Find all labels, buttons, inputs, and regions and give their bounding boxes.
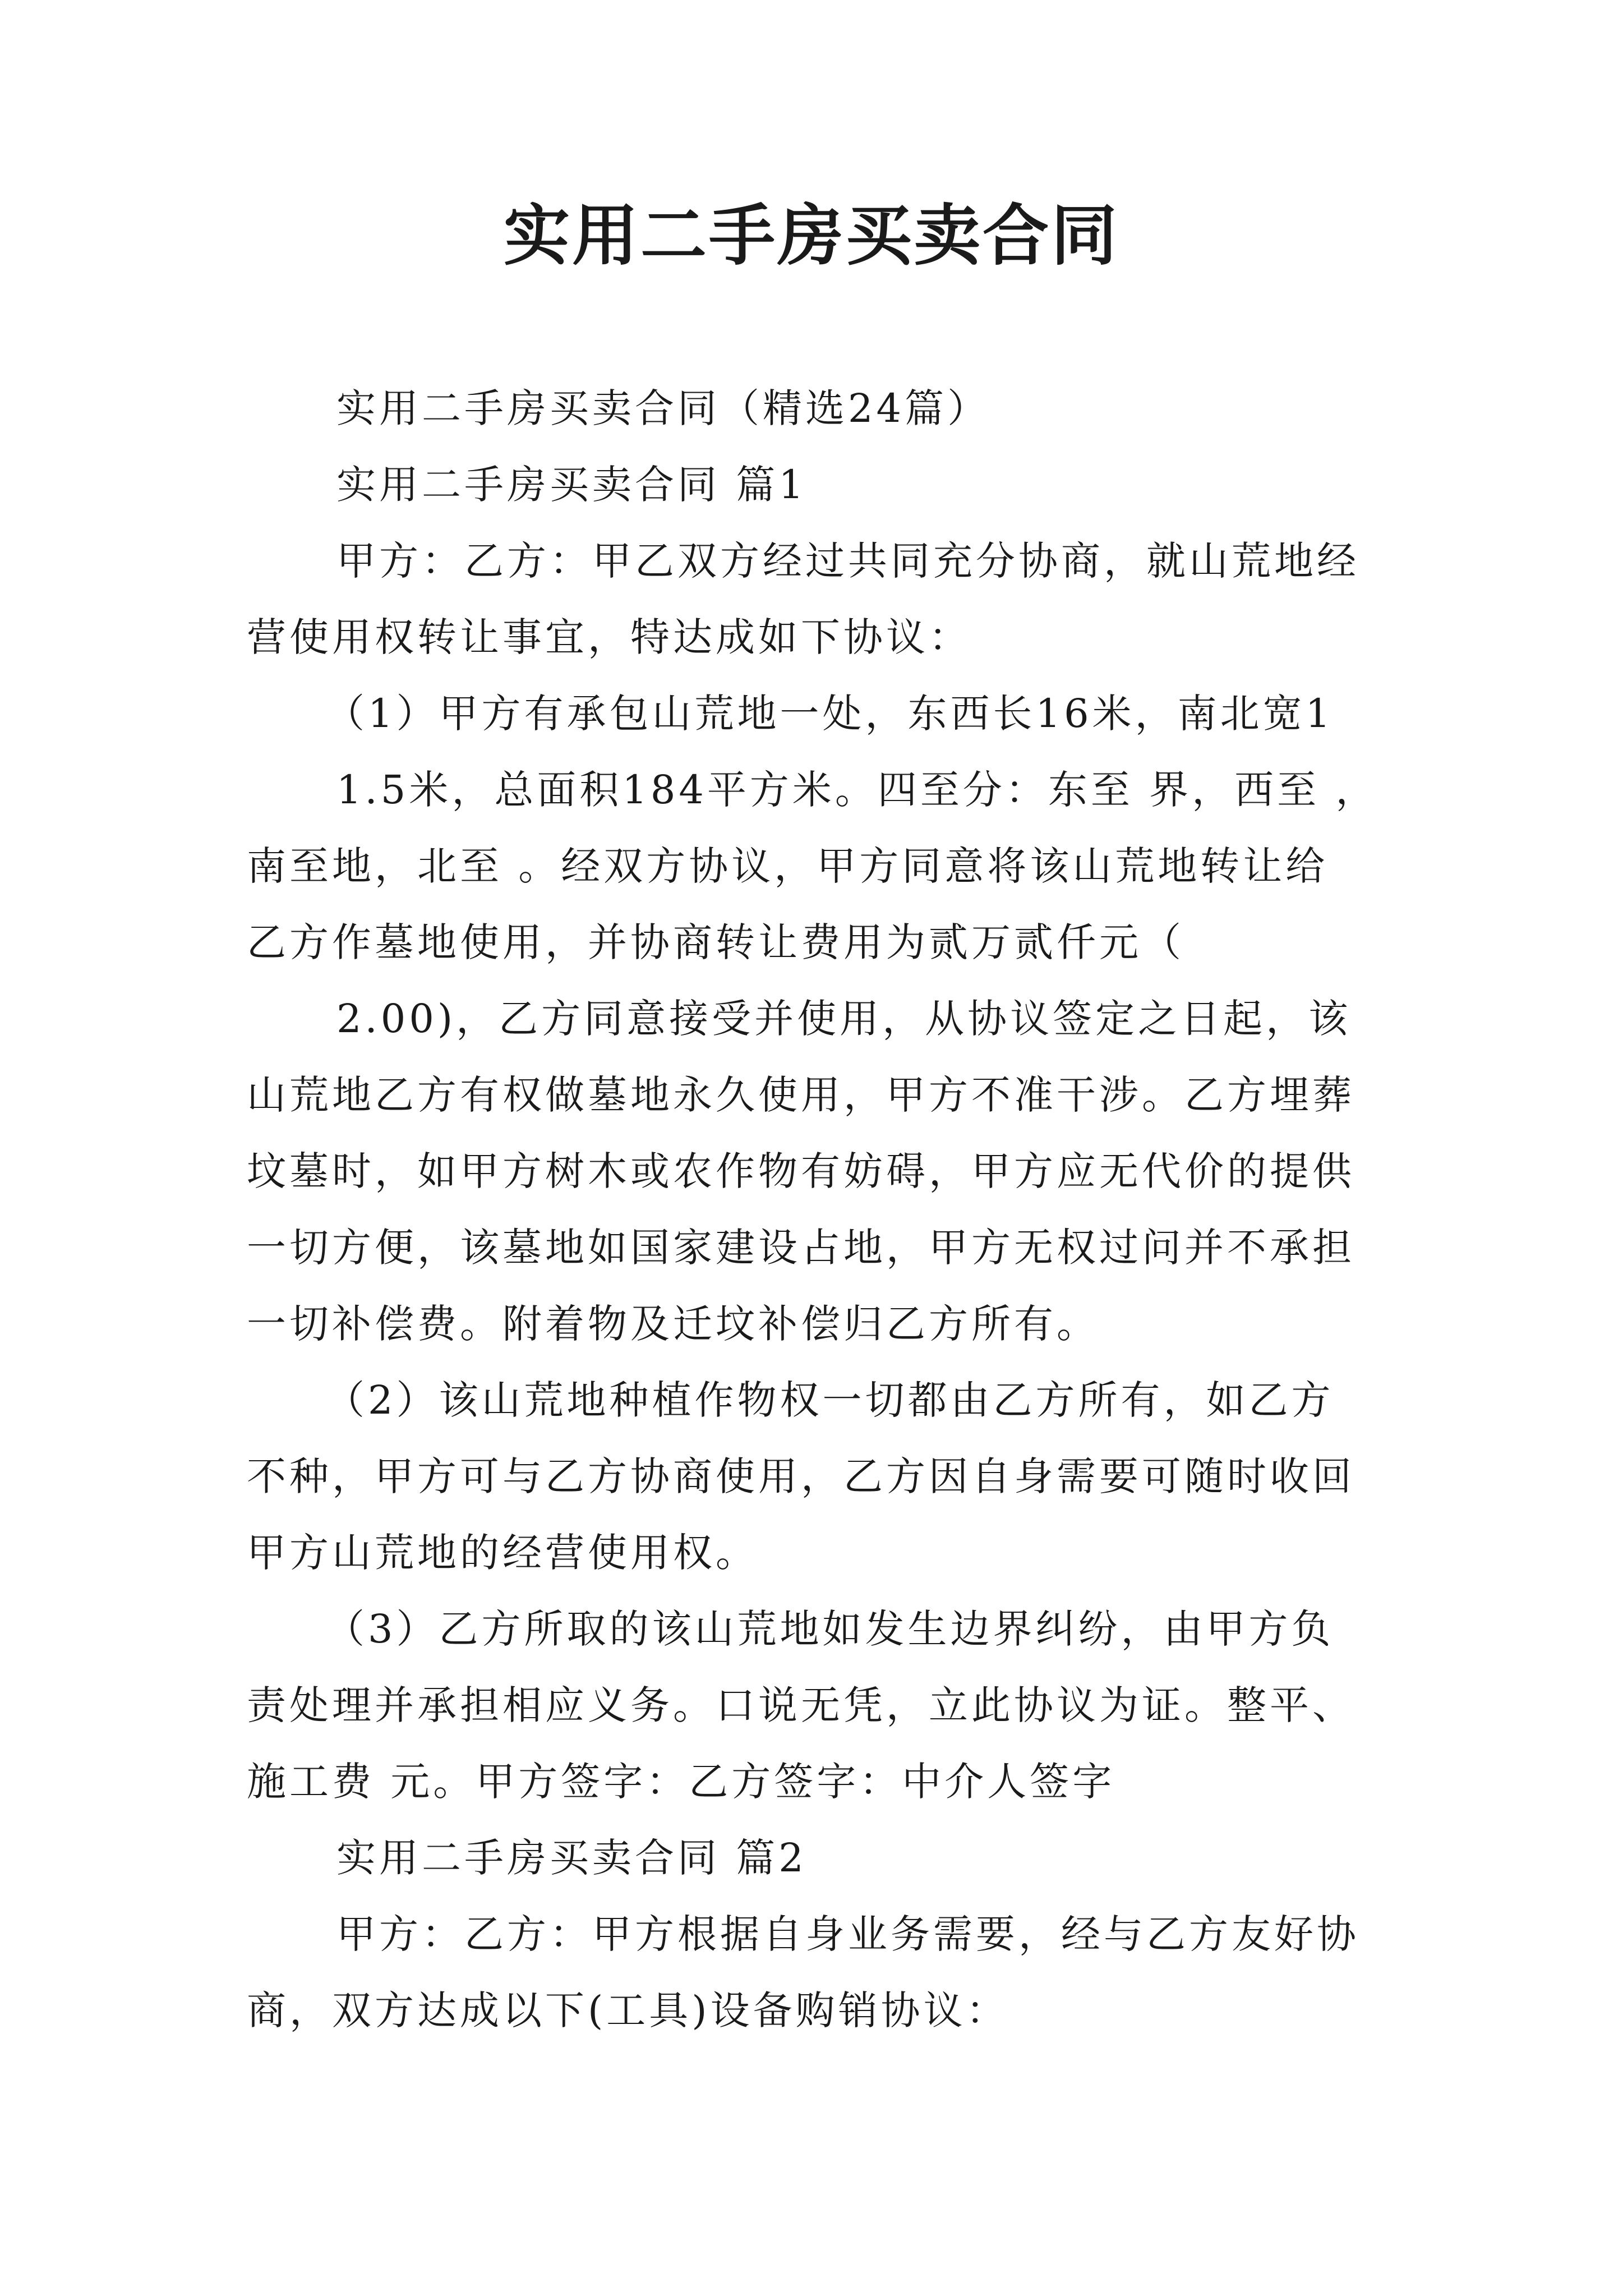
paragraph-line: 一切方便，该墓地如国家建设占地，甲方无权过问并不承担 [247,1225,1355,1271]
paragraph-line: 商，双方达成以下(工具)设备购销协议： [247,1987,1009,2033]
paragraph-line: 山荒地乙方有权做墓地永久使用，甲方不准干涉。乙方埋葬 [247,1072,1355,1118]
paragraph-line: 一切补偿费。附着物及迁坟补偿归乙方所有。 [247,1301,1099,1347]
paragraph-line: 营使用权转让事宜，特达成如下协议： [247,614,971,660]
paragraph-line: 乙方作墓地使用，并协商转让费用为贰万贰仟元（ [247,919,1184,965]
paragraph-line: 不种，甲方可与乙方协商使用，乙方因自身需要可随时收回 [247,1453,1355,1499]
paragraph-line: 坟墓时，如甲方树木或农作物有妨碍，甲方应无代价的提供 [247,1148,1355,1194]
paragraph-line: 南至地，北至 。经双方协议，甲方同意将该山荒地转让给 [247,843,1329,889]
paragraph-line: 施工费 元。甲方签字：乙方签字：中介人签字 [247,1759,1115,1805]
paragraph-line: （1）甲方有承包山荒地一处，东西长16米，南北宽1 [325,691,1334,737]
paragraph-line: 1.5米，总面积184平方米。四至分：东至 界，西至 ， [336,767,1378,813]
subtitle-line: 实用二手房买卖合同（精选24篇） [336,385,990,431]
paragraph-line: 甲方山荒地的经营使用权。 [247,1530,758,1576]
paragraph-line: 责处理并承担相应义务。口说无凭，立此协议为证。整平、 [247,1682,1355,1728]
paragraph-line: 2.00)，乙方同意接受并使用，从协议签定之日起，该 [336,996,1352,1042]
section-heading-1: 实用二手房买卖合同 篇1 [336,462,807,508]
paragraph-line: （3）乙方所取的该山荒地如发生边界纠纷，由甲方负 [325,1606,1334,1652]
paragraph-line: 甲方：乙方：甲方根据自身业务需要，经与乙方友好协 [336,1911,1359,1957]
section-heading-2: 实用二手房买卖合同 篇2 [336,1835,807,1881]
document-body [247,370,1385,2049]
document-title: 实用二手房买卖合同 [503,196,1119,274]
paragraph-line: （2）该山荒地种植作物权一切都由乙方所有，如乙方 [325,1377,1334,1423]
paragraph-line: 甲方：乙方：甲乙双方经过共同充分协商，就山荒地经 [336,538,1359,584]
